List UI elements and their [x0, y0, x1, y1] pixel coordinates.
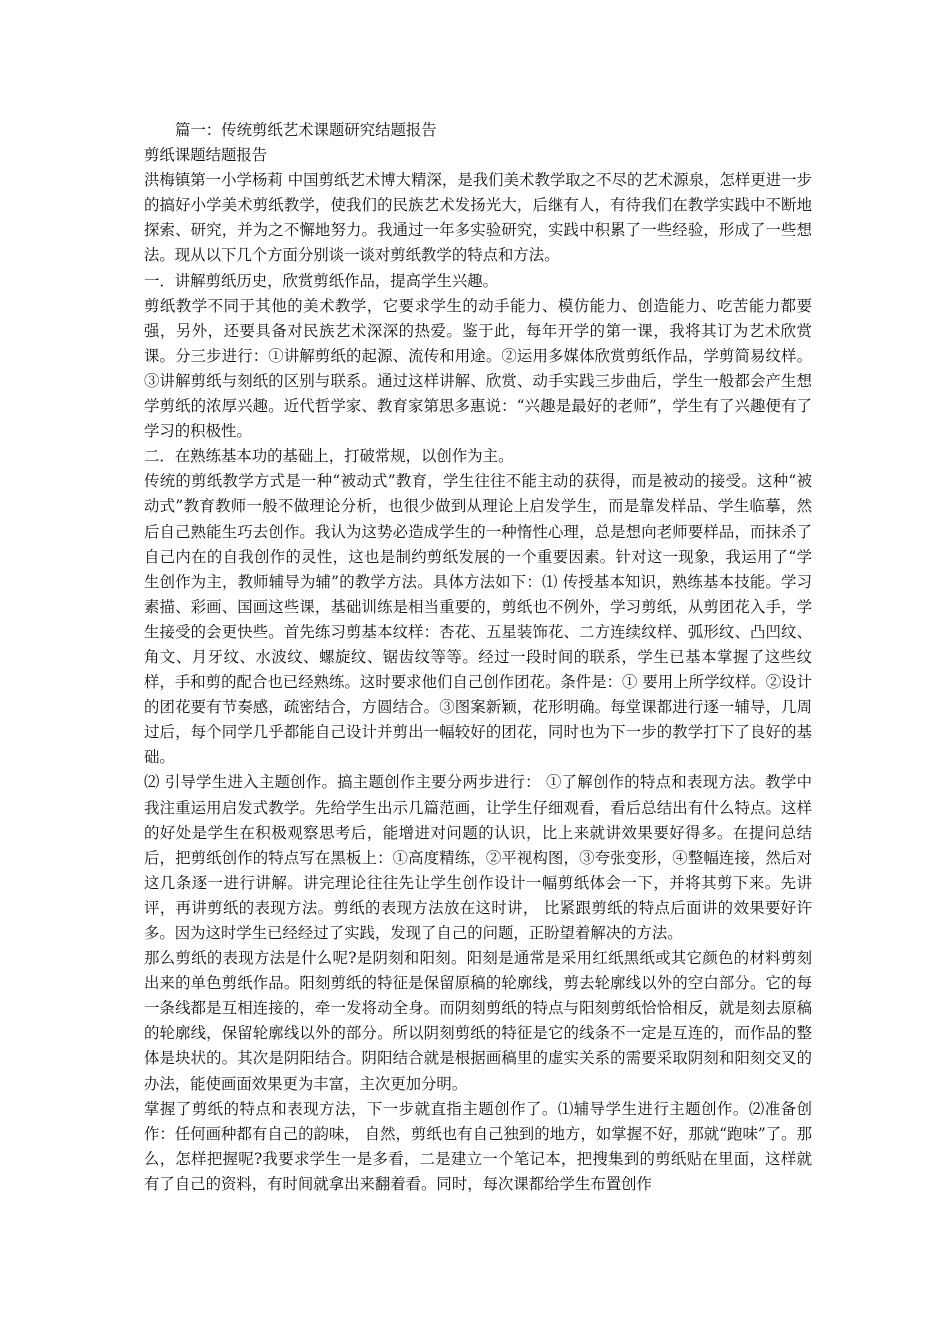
section-heading-2: 二．在熟练基本功的基础上，打破常规，以创作为主。: [144, 447, 514, 466]
paragraph-section-2b: ⑵ 引导学生进入主题创作。搞主题创作主要分两步进行： ①了解创作的特点和表现方法。教学中我注重运用启发式教学。先给学生出示几篇范画，让学生仔细观看，看后总结出有什么特点。这样的好处是学生在积极观察思考后，能增进对问题的认识，比上来就讲效果要好得多。在提问总结后，把剪纸创作的特点写在黑板上：①高度精练，②平视构图，③夸张变形，④整幅连接，然后对这几条逐一进行讲解。讲完理论往往先让学生创作设计一幅剪纸体会一下，并将其剪下来。先讲评，再讲剪纸的表现方法。剪纸的表现方法放在这时讲， 比紧跟剪纸的特点后面讲的效果要好许多。因为这时学生已经经过了实践，发现了自己的问题，正盼望着解决的方法。: [144, 773, 812, 942]
paragraph-intro: 洪梅镇第一小学杨莉 中国剪纸艺术博大精深，是我们美术教学取之不尽的艺术源泉，怎样更进一步的搞好小学美术剪纸教学，使我们的民族艺术发扬光大，后继有人，有待我们在教学实践中不断地探索、研究，并为之不懈地努力。我通过一年多实验研究，实践中积累了一些经验，形成了一些想法。现从以下几个方面分别谈一谈对剪纸教学的特点和方法。: [144, 171, 812, 265]
section-heading-1: 一．讲解剪纸历史，欣赏剪纸作品，提高学生兴趣。: [144, 271, 498, 290]
document-page: [144, 118, 812, 1197]
document-title: 篇一：传统剪纸艺术课题研究结题报告: [175, 121, 437, 139]
paragraph-section-1: 剪纸教学不同于其他的美术教学，它要求学生的动手能力、模仿能力、创造能力、吃苦能力都要强，另外，还要具备对民族艺术深深的热爱。鉴于此，每年开学的第一课，我将其订为艺术欣赏课。分三步进行：①讲解剪纸的起源、流传和用途。②运用多媒体欣赏剪纸作品，学剪简易纹样。③讲解剪纸与刻纸的区别与联系。通过这样讲解、欣赏、动手实践三步曲后，学生一般都会产生想学剪纸的浓厚兴趣。近代哲学家、教育家第思多惠说：“兴趣是最好的老师”，学生有了兴趣便有了学习的积极性。: [144, 296, 812, 441]
document-subtitle: 剪纸课题结题报告: [144, 146, 268, 165]
paragraph-section-2c: 那么剪纸的表现方法是什么呢?是阴刻和阳刻。阳刻是通常是采用红纸黑纸或其它颜色的材料剪刻出来的单色剪纸作品。阳刻剪纸的特征是保留原稿的轮廓线，剪去轮廓线以外的空白部分。它的每一条线都是互相连接的，牵一发将动全身。而阴刻剪纸的特点与阳刻剪纸恰恰相反，就是刻去原稿的轮廓线，保留轮廓线以外的部分。所以阴刻剪纸的特征是它的线条不一定是互连的，而作品的整体是块状的。其次是阴阳结合。阴阳结合就是根据画稿里的虚实关系的需要采取阴刻和阳刻交叉的办法，能使画面效果更为丰富，主次更加分明。: [144, 949, 812, 1093]
paragraph-section-2d: 掌握了剪纸的特点和表现方法，下一步就直指主题创作了。⑴辅导学生进行主题创作。⑵准备创作：任何画种都有自己的韵味， 自然，剪纸也有自己独到的地方，如掌握不好，那就“跑味”了。那么，怎样把握呢?我要求学生一是多看，二是建立一个笔记本，把搜集到的剪纸贴在里面，这样就有了自己的资料，有时间就拿出来翻着看。同时，每次课都给学生布置创作: [144, 1099, 812, 1193]
paragraph-section-2a: 传统的剪纸教学方式是一种“被动式”教育，学生往往不能主动的获得，而是被动的接受。这种“被动式”教育教师一般不做理论分析，也很少做到从理论上启发学生，而是靠发样品、学生临摹，然后自己熟能生巧去创作。我认为这势必造成学生的一种惰性心理，总是想向老师要样品，而抹杀了自己内在的自我创作的灵性，这也是制约剪纸发展的一个重要因素。针对这一现象，我运用了“学生创作为主，教师辅导为辅”的教学方法。具体方法如下：⑴ 传授基本知识，熟练基本技能。学习素描、彩画、国画这些课，基础训练是相当重要的，剪纸也不例外，学习剪纸，从剪团花入手，学生接受的会更快些。首先练习剪基本纹样：杏花、五星装饰花、二方连续纹样、弧形纹、凸凹纹、角文、月牙纹、水波纹、螺旋纹、锯齿纹等等。经过一段时间的联系，学生已基本掌握了这些纹样，手和剪的配合也已经熟练。这时要求他们自己创作团花。条件是：① 要用上所学纹样。②设计的团花要有节奏感，疏密结合，方圆结合。③图案新颖，花形明确。每堂课都进行逐一辅导，几周过后，每个同学几乎都能自己设计并剪出一幅较好的团花，同时也为下一步的教学打下了良好的基础。: [144, 472, 812, 767]
